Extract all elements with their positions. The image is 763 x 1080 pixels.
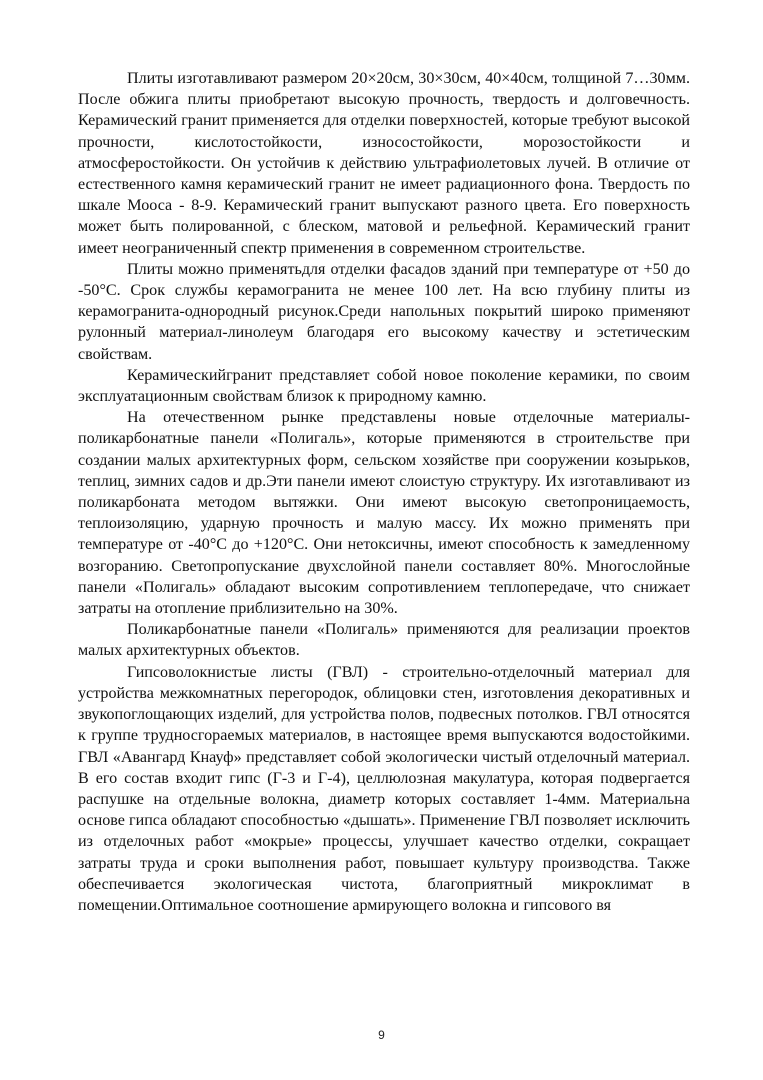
paragraph-ceramic-granite-generation: Керамическийгранит представляет собой новое поколение керамики, по своим эксплуатационным свойствам близок к природному камню. <box>78 366 690 406</box>
paragraph-ceramic-granite-properties: Плиты изготавливают размером 20×20см, 30×30см, 40×40см, толщиной 7…30мм. После обжига плиты приобретают высокую прочность, твердость и долговечность. Керамический гранит применяется для отделки поверхностей, которые требуют высокой прочности, кислотостойкости, износостойкости, морозостойкости и атмосферостойкости. Он устойчив к действию ультрафиолетовых лучей. В отличие от естественного камня керамический гранит не имеет радиационного фона. Твердость по шкале Мооса - 8-9. Керамический гранит выпускают разного цвета. Его поверхность может быть полированной, с блеском, матовой и рельефной. Керамический гранит имеет неограниченный спектр применения в современном строительстве. <box>78 70 690 257</box>
paragraph-facade-application: Плиты можно применятьдля отделки фасадов зданий при температуре от +50 до -50°С. Срок службы керамогранита не менее 100 лет. На всю глубину плиты из керамогранита-однородный рисунок.Среди напольных покрытий широко применяют рулонный материал-линолеум благодаря его высокому качеству и эстетическим свойствам. <box>78 260 690 363</box>
paragraph-gypsum-fiber-sheets: Гипсоволокнистые листы (ГВЛ) - строительно-отделочный материал для устройства межкомнатных перегородок, облицовки стен, изготовления декоративных и звукопоглощающих изделий, для устройства полов, подвесных потолков. ГВЛ относятся к группе трудносгораемых материалов, в настоящее время выпускаются водостойкими. ГВЛ «Авангард Кнауф» представляет собой экологически чистый отделочный материал. В его состав входит гипс (Г-3 и Г-4), целлюлозная макулатура, которая подвергается распушке на отдельные волокна, диаметр которых составляет 1-4мм. Материальна основе гипса обладают способностью «дышать». Применение ГВЛ позволяет исключить из отделочных работ «мокрые» процессы, улучшает качество отделки, сокращает затраты труда и сроки выполнения работ, повышает культуру производства. Также обеспечивается экологическая чистота, благоприятный микроклимат в помещении.Оптимальное соотношение армирующего волокна и гипсового вя <box>78 663 690 914</box>
page-number: 9 <box>378 1028 385 1042</box>
paragraph-polycarbonate-panels: На отечественном рынке представлены новые отделочные материалы-поликарбонатные панели «Полигаль», которые применяются в строительстве при создании малых архитектурных форм, сельском хозяйстве при сооружении козырьков, теплиц, зимних садов и др.Эти панели имеют слоистую структуру. Их изготавливают из поликарбоната методом вытяжки. Они имеют высокую светопроницаемость, теплоизоляцию, ударную прочность и малую массу. Их можно применять при температуре от -40°С до +120°С. Они нетоксичны, имеют способность к замедленному возгоранию. Светопропускание двухслойной панели составляет 80%. Многослойные панели «Полигаль» обладают высоким сопротивлением теплопередаче, что снижает затраты на отопление приблизительно на 30%. <box>78 409 690 618</box>
paragraph-polygal-usage: Поликарбонатные панели «Полигаль» применяются для реализации проектов малых архитектурных объектов. <box>78 621 690 660</box>
page-body <box>78 68 690 916</box>
